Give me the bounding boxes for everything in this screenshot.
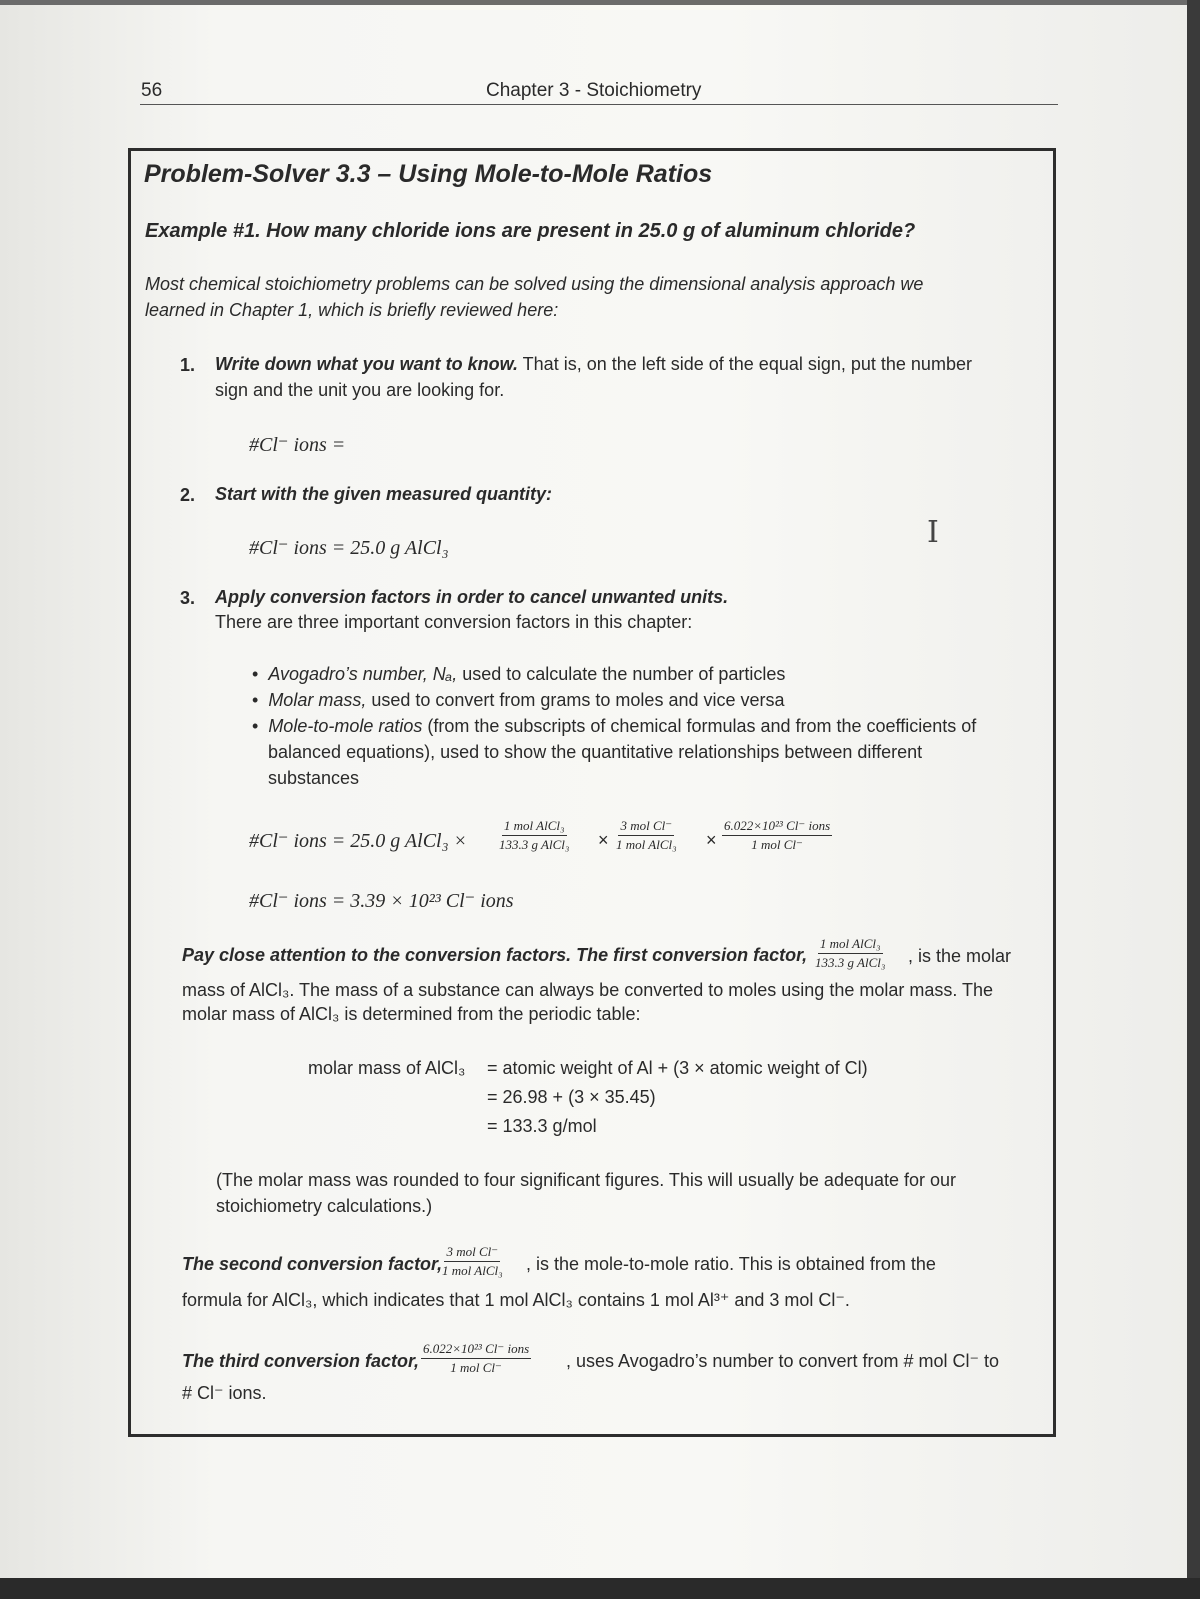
step-2-title: Start with the given measured quantity: — [215, 484, 553, 504]
chapter-title: Chapter 3 - Stoichiometry — [486, 80, 702, 101]
bullet-mole-ratio-cont-2: substances — [268, 768, 360, 788]
fraction-denominator: 1 mol AlCl₃ — [616, 837, 677, 852]
step-1-equation: #Cl⁻ ions = — [249, 434, 346, 456]
box-title: Problem-Solver 3.3 – Using Mole-to-Mole Ratios — [144, 160, 713, 188]
para-3-line-2: # Cl⁻ ions. — [182, 1383, 267, 1403]
step-2-equation: #Cl⁻ ions = 25.0 g AlCl₃ — [249, 537, 449, 559]
intro-line-1: Most chemical stoichiometry problems can be solved using the dimensional analysis approach we — [145, 274, 924, 294]
fraction-denominator: 1 mol AlCl₃ — [442, 1263, 503, 1278]
bullet-molar-mass-text: used to convert from grams to moles and vice versa — [366, 690, 785, 710]
fraction-molar-mass — [497, 818, 571, 853]
para-3-lead: The third conversion factor, — [182, 1351, 420, 1371]
step-1-text: That is, on the left side of the equal sign, put the number — [518, 354, 972, 374]
text-cursor-icon: I — [927, 515, 939, 550]
top-bezel — [0, 0, 1200, 5]
bullet-mole-ratio-cont-1: balanced equations), used to show the quantitative relationships between different — [268, 742, 923, 762]
bullet-avogadro-text: used to calculate the number of particles — [457, 664, 786, 684]
para-3-after: , uses Avogadro’s number to convert from # mol Cl⁻ to — [566, 1351, 1000, 1371]
bullet-avogadro — [252, 664, 785, 685]
para-1-after: , is the molar — [908, 946, 1012, 966]
fraction-denominator: 1 mol Cl⁻ — [450, 1360, 502, 1375]
note-line-2: stoichiometry calculations.) — [216, 1196, 433, 1216]
step-2-number: 2. — [180, 485, 196, 505]
bottom-bezel — [0, 1578, 1200, 1599]
para-1-line-2: mass of AlCl₃. The mass of a substance can always be converted to moles using the molar mass. The — [182, 980, 994, 1000]
molar-mass-line-2: = 26.98 + (3 × 35.45) — [487, 1087, 656, 1107]
fraction-numerator: 1 mol AlCl₃ — [502, 818, 567, 836]
times-sign: × — [706, 830, 717, 850]
step-1-title: Write down what you want to know. — [215, 354, 518, 374]
bullet-dot-icon: • — [252, 716, 269, 736]
step-1-line-1 — [215, 354, 972, 375]
fraction-mole-ratio — [614, 818, 679, 853]
fraction-numerator: 1 mol AlCl₃ — [818, 936, 883, 954]
molar-mass-line-3: = 133.3 g/mol — [487, 1116, 597, 1136]
step-1-line-2: sign and the unit you are looking for. — [215, 380, 505, 400]
main-equation-lhs: #Cl⁻ ions = 25.0 g AlCl₃ × — [249, 830, 468, 852]
step-1-number: 1. — [180, 355, 196, 375]
inline-fraction-2 — [440, 1244, 505, 1279]
main-equation-result: #Cl⁻ ions = 3.39 × 10²³ Cl⁻ ions — [249, 890, 514, 912]
fraction-denominator: 1 mol Cl⁻ — [751, 837, 803, 852]
fraction-numerator: 3 mol Cl⁻ — [618, 818, 674, 836]
note-line-1: (The molar mass was rounded to four significant figures. This will usually be adequate for our — [216, 1170, 957, 1190]
fraction-denominator: 133.3 g AlCl₃ — [815, 955, 886, 970]
bullet-molar-mass — [252, 690, 785, 711]
inline-fraction-1 — [813, 936, 887, 971]
bullet-avogadro-term: Avogadro’s number, Nₐ, — [268, 664, 458, 684]
para-1-lead: Pay close attention to the conversion factors. The first conversion factor, — [182, 945, 808, 965]
bullet-mole-ratio-text: (from the subscripts of chemical formulas and from the coefficients of — [422, 716, 977, 736]
bullet-mole-ratio — [252, 716, 976, 737]
molar-mass-line-1: = atomic weight of Al + (3 × atomic weight of Cl) — [487, 1058, 868, 1078]
step-3-text: There are three important conversion factors in this chapter: — [215, 612, 693, 632]
bullet-molar-mass-term: Molar mass, — [268, 690, 367, 710]
intro-line-2: learned in Chapter 1, which is briefly reviewed here: — [145, 300, 559, 320]
fraction-numerator: 6.022×10²³ Cl⁻ ions — [722, 818, 832, 836]
example-question: Example #1. How many chloride ions are present in 25.0 g of aluminum chloride? — [145, 220, 916, 242]
bullet-dot-icon: • — [252, 664, 269, 684]
bullet-dot-icon: • — [252, 690, 269, 710]
step-3-title: Apply conversion factors in order to cancel unwanted units. — [215, 587, 729, 607]
bullet-mole-ratio-term: Mole-to-mole ratios — [268, 716, 423, 736]
fraction-numerator: 3 mol Cl⁻ — [444, 1244, 500, 1262]
right-bezel — [1187, 0, 1200, 1599]
para-2-after: , is the mole-to-mole ratio. This is obtained from the — [526, 1254, 936, 1274]
fraction-denominator: 133.3 g AlCl₃ — [499, 837, 570, 852]
inline-fraction-3 — [421, 1341, 531, 1376]
page-number: 56 — [141, 80, 163, 101]
molar-mass-label: molar mass of AlCl₃ — [308, 1058, 466, 1078]
fraction-avogadro — [722, 818, 832, 853]
problem-solver-box — [128, 148, 1056, 1437]
header-divider — [140, 104, 1058, 105]
para-1-line-3: molar mass of AlCl₃ is determined from the periodic table: — [182, 1004, 641, 1024]
fraction-numerator: 6.022×10²³ Cl⁻ ions — [421, 1341, 531, 1359]
times-sign: × — [598, 830, 609, 850]
step-3-number: 3. — [180, 588, 196, 608]
para-1-line-1 — [182, 945, 807, 966]
para-2-lead: The second conversion factor, — [182, 1254, 443, 1274]
para-2-line-2: formula for AlCl₃, which indicates that 1 mol AlCl₃ contains 1 mol Al³⁺ and 3 mol Cl⁻. — [182, 1290, 850, 1310]
